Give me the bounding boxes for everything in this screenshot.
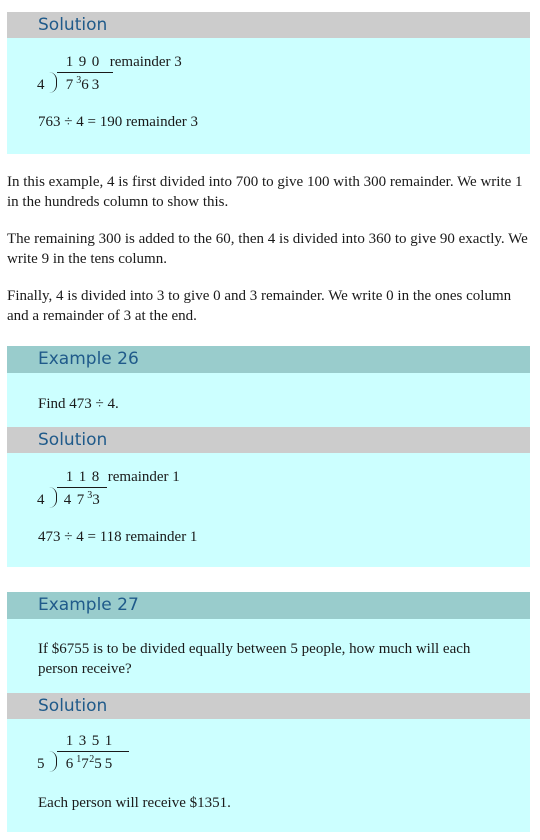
quotient-digit: 9 [78, 54, 87, 70]
division-bar [57, 72, 113, 73]
dividend-row [61, 492, 100, 509]
dividend-digit: 6 [65, 756, 74, 772]
example-header: Example 26 [7, 346, 530, 373]
remainder-label: remainder 3 [109, 54, 182, 70]
dividend-digit: $^1$7 [76, 754, 89, 772]
quotient-row [63, 54, 182, 71]
solution-result: 763 ÷ 4 = 190 remainder 3 [38, 114, 198, 130]
solution-result: 473 ÷ 4 = 118 remainder 1 [38, 529, 198, 545]
quotient-digit: 5 [91, 733, 100, 749]
quotient-digit: 1 [78, 469, 87, 485]
division-bar [57, 487, 107, 488]
dividend-digit: $^3$6 [76, 75, 89, 93]
explanation-paragraph-1: In this example, 4 is first divided into 700 to give 100 with 300 remainder. We write 1 in the hundreds column to show this. [7, 174, 523, 210]
dividend-digit: 4 [63, 492, 72, 508]
dividend-digit: 7 [76, 492, 85, 508]
division-bracket [49, 72, 57, 93]
example-header: Example 27 [7, 592, 530, 619]
example-question: Find 473 ÷ 4. [38, 396, 119, 412]
dividend-row [63, 756, 115, 773]
dividend-row [63, 77, 102, 94]
example-27-box [7, 592, 530, 832]
quotient-digit: 1 [65, 54, 74, 70]
division-bracket [49, 487, 57, 508]
quotient-row [63, 469, 180, 486]
dividend-digit: 3 [91, 77, 100, 93]
dividend-digit: $^3$3 [87, 490, 100, 508]
solution-header: Solution [7, 427, 530, 453]
dividend-digit: 7 [65, 77, 74, 93]
solution-result: Each person will receive $1351. [38, 795, 231, 811]
division-bar [57, 751, 129, 752]
example-question: If $6755 is to be divided equally between 5 people, how much will each person receive? [38, 641, 471, 677]
quotient-digit: 8 [91, 469, 100, 485]
quotient-digit: 1 [65, 469, 74, 485]
divisor: 4 [37, 77, 45, 93]
explanation-paragraph-2: The remaining 300 is added to the 60, then 4 is divided into 360 to give 90 exactly. We write 9 in the tens column. [7, 231, 528, 267]
example-26-box [7, 346, 530, 567]
quotient-digit: 3 [78, 733, 87, 749]
quotient-digit: 1 [65, 733, 74, 749]
remainder-label: remainder 1 [107, 469, 180, 485]
dividend-digit: 5 [104, 756, 113, 772]
division-bracket [49, 751, 57, 772]
solution-header: Solution [7, 693, 530, 719]
divisor: 5 [37, 756, 45, 772]
quotient-digit: 1 [104, 733, 113, 749]
explanation-paragraph-3: Finally, 4 is divided into 3 to give 0 and 3 remainder. We write 0 in the ones column and a remainder of 3 at the end. [7, 288, 512, 324]
divisor: 4 [37, 492, 45, 508]
dividend-digit: $^2$5 [89, 754, 102, 772]
solution-box-1 [7, 12, 530, 154]
quotient-row [63, 733, 115, 750]
quotient-digit: 0 [91, 54, 100, 70]
solution-header: Solution [7, 12, 530, 38]
